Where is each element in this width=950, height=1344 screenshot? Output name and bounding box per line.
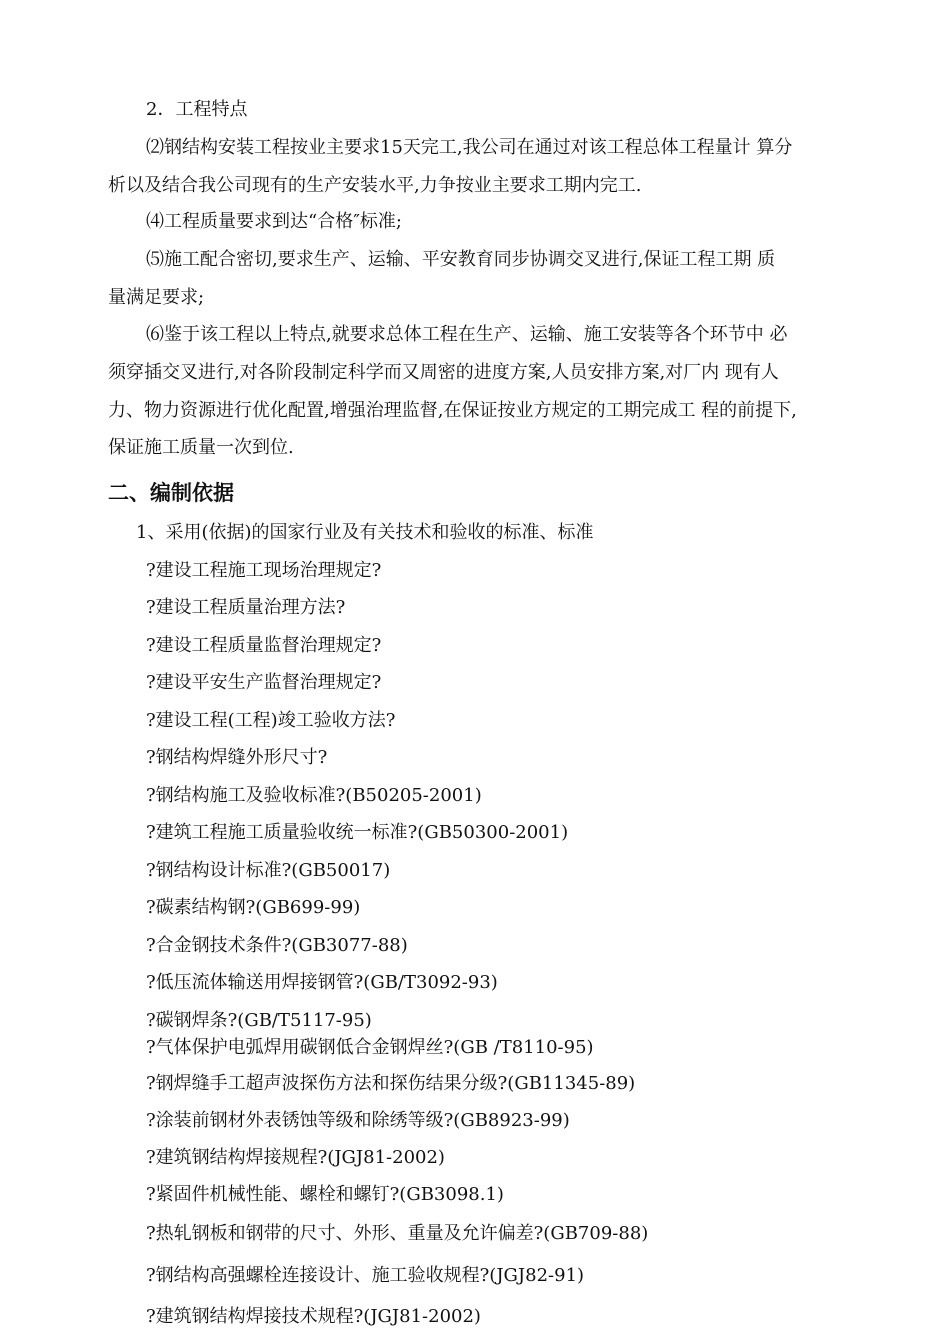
reference-item: ?建设工程(工程)竣工验收方法? xyxy=(146,710,396,731)
reference-item: ?低压流体输送用焊接钢管?(GB/T3092-93) xyxy=(146,972,498,993)
reference-item: ?涂装前钢材外表锈蚀等级和除绣等级?(GB8923-99) xyxy=(146,1110,570,1131)
paragraph-5-line-1: ⑸施工配合密切,要求生产、运输、平安教育同步协调交叉进行,保证工程工期 质 xyxy=(146,249,776,270)
reference-item: ?建设工程质量治理方法? xyxy=(146,597,346,618)
reference-item: ?合金钢技术条件?(GB3077-88) xyxy=(146,935,408,956)
reference-item: ?建筑钢结构焊接技术规程?(JGJ81-2002) xyxy=(146,1306,481,1327)
reference-item: ?钢结构施工及验收标准?(B50205-2001) xyxy=(146,785,482,806)
reference-item: ?建设工程施工现场治理规定? xyxy=(146,560,382,581)
reference-item: ?钢焊缝手工超声波探伤方法和探伤结果分级?(GB11345-89) xyxy=(146,1073,636,1094)
reference-item: ?钢结构设计标准?(GB50017) xyxy=(146,860,391,881)
reference-item: ?气体保护电弧焊用碳钢低合金钢焊丝?(GB /T8110-95) xyxy=(146,1037,594,1058)
reference-item: ?建设平安生产监督治理规定? xyxy=(146,672,382,693)
reference-item: ?钢结构焊缝外形尺寸? xyxy=(146,747,328,768)
reference-item: ?碳钢焊条?(GB/T5117-95) xyxy=(146,1010,372,1031)
paragraph-6-line-2: 须穿插交叉进行,对各阶段制定科学而又周密的进度方案,人员安排方案,对厂内 现有人 xyxy=(108,362,779,383)
reference-item: ?紧固件机械性能、螺栓和螺钉?(GB3098.1) xyxy=(146,1184,504,1205)
reference-item: ?钢结构高强螺栓连接设计、施工验收规程?(JGJ82-91) xyxy=(146,1265,585,1286)
section-heading-basis: 二、编制依据 xyxy=(108,481,234,505)
reference-item: ?建筑钢结构焊接规程?(JGJ81-2002) xyxy=(146,1147,445,1168)
paragraph-6-line-4: 保证施工质量一次到位. xyxy=(108,437,294,458)
reference-item: ?建设工程质量监督治理规定? xyxy=(146,635,382,656)
section-title-features: 2．工程特点 xyxy=(146,99,248,120)
reference-item: ?建筑工程施工质量验收统一标准?(GB50300-2001) xyxy=(146,822,569,843)
paragraph-5-line-2: 量满足要求; xyxy=(108,287,205,308)
paragraph-2-line-2: 析以及结合我公司现有的生产安装水平,力争按业主要求工期内完工. xyxy=(108,175,642,196)
basis-intro: 1、采用(依据)的国家行业及有关技术和验收的标准、标准 xyxy=(136,522,594,543)
paragraph-2-line-1: ⑵钢结构安装工程按业主要求15天完工,我公司在通过对该工程总体工程量计 算分 xyxy=(146,137,793,158)
paragraph-4-line-1: ⑷工程质量要求到达“合格″标准; xyxy=(146,211,402,232)
paragraph-6-line-1: ⑹鉴于该工程以上特点,就要求总体工程在生产、运输、施工安装等各个环节中 必 xyxy=(146,324,788,345)
reference-item: ?碳素结构钢?(GB699-99) xyxy=(146,897,361,918)
paragraph-6-line-3: 力、物力资源进行优化配置,增强治理监督,在保证按业方规定的工期完成工 程的前提下, xyxy=(108,400,797,421)
reference-item: ?热轧钢板和钢带的尺寸、外形、重量及允许偏差?(GB709-88) xyxy=(146,1223,649,1244)
